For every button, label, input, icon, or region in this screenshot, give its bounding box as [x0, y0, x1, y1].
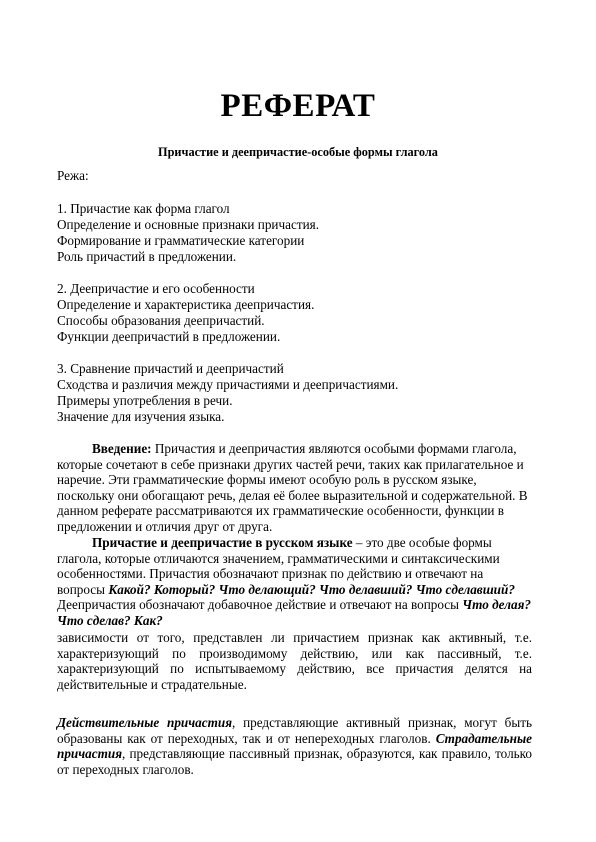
toc-section-1-heading: 1. Причастие как форма глагол	[57, 201, 230, 216]
voice-paragraph: зависимости от того, представлен ли причастием признак как активный, т.е. характеризующий по производимому действию, или как пассивный, т.е. характеризующий по испытываемому действию, все причастия делятся на действительные и страдательные.	[57, 630, 532, 692]
toc-item: Значение для изучения языка.	[57, 409, 225, 424]
toc-section-2-heading: 2. Деепричастие и его особенности	[57, 281, 255, 296]
participle-types-paragraph	[57, 715, 532, 777]
toc-item: Определение и характеристика деепричастия.	[57, 297, 315, 312]
toc-section-3-heading: 3. Сравнение причастий и деепричастий	[57, 361, 284, 376]
toc-item: Определение и основные признаки причастия.	[57, 217, 320, 232]
active-participles-term: Действительные причастия	[57, 715, 233, 730]
participle-text-1: – это две особые формы глагола, которые отличаются значением, грамматическими и синтаксическими особенностями. Причастия обозначают признак по действию и отвечают на вопросы	[57, 535, 500, 597]
participle-text-2: Деепричастия обозначают добавочное действие и отвечают на вопросы	[57, 597, 463, 613]
toc-item: Способы образования деепричастий.	[57, 313, 265, 328]
passive-participles-text: , представляющие пассивный признак, образуются, как правило, только от переходных глаголов.	[57, 746, 532, 777]
participle-questions: Какой? Который? Что делающий? Что делавший? Что сделавший?	[108, 581, 515, 597]
intro-paragraph	[57, 441, 532, 535]
toc-label: Режа:	[57, 168, 89, 183]
document-subtitle: Причастие и деепричастие-особые формы глагола	[158, 145, 438, 159]
document-title: РЕФЕРАТ	[220, 88, 376, 124]
gerund-questions: Что делая? Что сделав? Как?	[57, 597, 531, 628]
intro-text: Причастия и деепричастия являются особыми формами глагола, которые сочетают в себе признаки других частей речи, таких как прилагательное и наречие. Эти грамматические формы имеют особую роль в русском языке, поскольку они обогащают речь, делая её более выразительной и содержательной. В данном реферате рассматриваются их грамматические особенности, функции в предложении и отличия друг от друга.	[57, 441, 528, 534]
toc-item: Роль причастий в предложении.	[57, 249, 237, 264]
toc-item: Формирование и грамматические категории	[57, 233, 305, 248]
participle-paragraph	[57, 535, 532, 629]
intro-lead: Введение:	[92, 441, 152, 456]
participle-lead: Причастие и деепричастие в русском языке	[92, 535, 353, 550]
passive-participles-term: Страдательные причастия	[57, 730, 532, 762]
toc-item: Функции деепричастий в предложении.	[57, 329, 281, 344]
active-participles-text: , представляющие активный признак, могут быть образованы как от переходных, так и от непереходных глаголов.	[57, 715, 533, 746]
toc-item: Сходства и различия между причастиями и деепричастиями.	[57, 377, 399, 392]
toc-item: Примеры употребления в речи.	[57, 393, 233, 408]
